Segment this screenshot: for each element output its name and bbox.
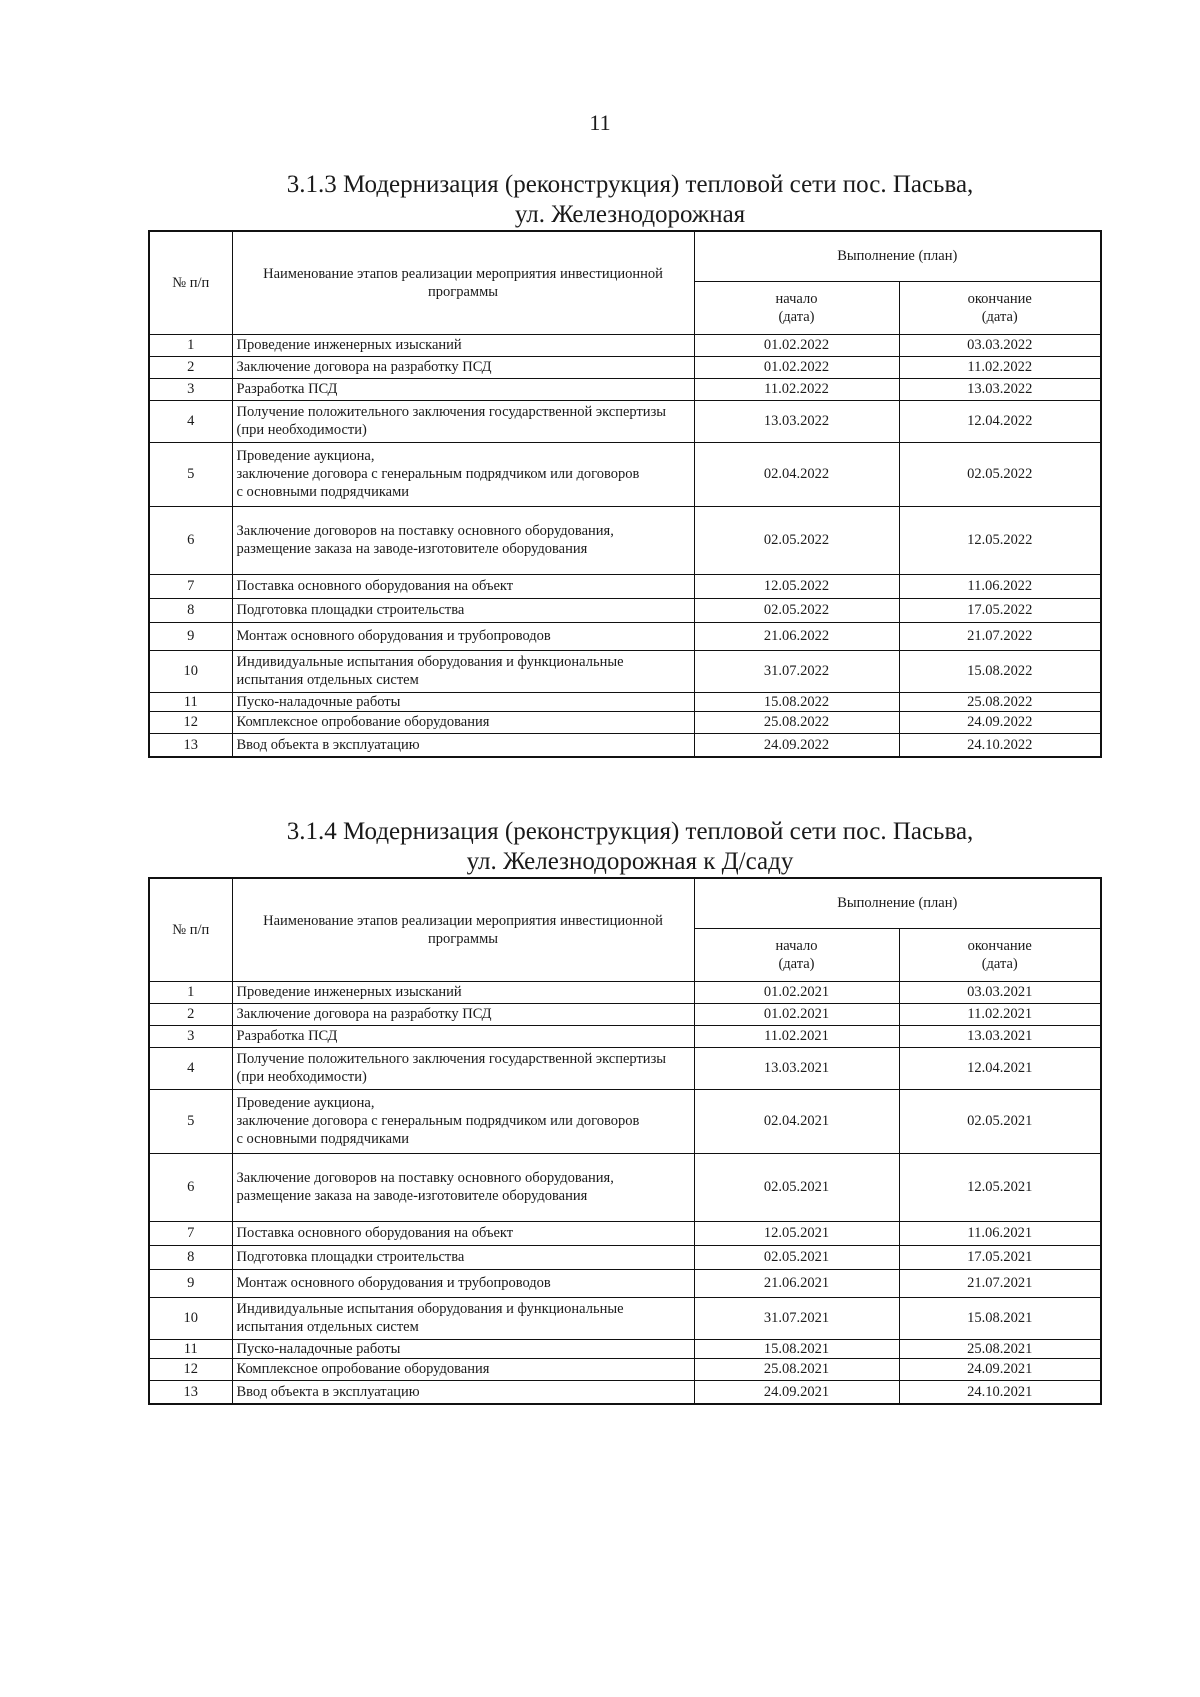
- start-date: 11.02.2021: [694, 1025, 899, 1047]
- stage-name: Заключение договора на разработку ПСД: [232, 1003, 694, 1025]
- section-title: [150, 817, 1110, 877]
- stage-name: Заключение договоров на поставку основного оборудования, размещение заказа на заводе-изготовителе оборудования: [232, 1153, 694, 1221]
- stage-name-line: с основными подрядчиками: [236, 484, 410, 500]
- row-number: 12: [149, 1358, 232, 1380]
- stage-name: Подготовка площадки строительства: [232, 598, 694, 622]
- row-number: 5: [149, 1089, 232, 1153]
- start-date: 21.06.2022: [694, 622, 899, 650]
- end-date: 11.06.2022: [899, 574, 1101, 598]
- start-date: 31.07.2021: [694, 1297, 899, 1339]
- end-date: 24.10.2021: [899, 1380, 1101, 1404]
- table-row: [149, 1339, 1101, 1358]
- header-start-date: [694, 281, 899, 334]
- end-date: 12.05.2021: [899, 1153, 1101, 1221]
- stage-name: Ввод объекта в эксплуатацию: [232, 1380, 694, 1404]
- end-date: 12.05.2022: [899, 506, 1101, 574]
- stage-name: Заключение договора на разработку ПСД: [232, 356, 694, 378]
- start-date: 31.07.2022: [694, 650, 899, 692]
- start-date: 01.02.2021: [694, 981, 899, 1003]
- end-date: 12.04.2021: [899, 1047, 1101, 1089]
- end-date: 12.04.2022: [899, 400, 1101, 442]
- table-row: [149, 1025, 1101, 1047]
- stage-name: Комплексное опробование оборудования: [232, 1358, 694, 1380]
- stage-name: Пуско-наладочные работы: [232, 692, 694, 711]
- header-start-date: [694, 928, 899, 981]
- stage-name: Получение положительного заключения государственной экспертизы (при необходимости): [232, 1047, 694, 1089]
- header-start-date-unit: (дата): [778, 955, 815, 972]
- stage-name-line: Проведение аукциона,: [236, 1095, 375, 1111]
- stage-name: Проведение инженерных изысканий: [232, 334, 694, 356]
- header-end-date-label: окончание: [967, 937, 1032, 954]
- stage-name: Получение положительного заключения государственной экспертизы (при необходимости): [232, 400, 694, 442]
- stage-name: Ввод объекта в эксплуатацию: [232, 733, 694, 757]
- row-number: 13: [149, 733, 232, 757]
- stage-name: Поставка основного оборудования на объект: [232, 574, 694, 598]
- row-number: 3: [149, 378, 232, 400]
- table-row: [149, 1153, 1101, 1221]
- header-number: № п/п: [149, 231, 232, 334]
- table-row: [149, 1047, 1101, 1089]
- end-date: 11.02.2022: [899, 356, 1101, 378]
- row-number: 8: [149, 598, 232, 622]
- header-number: № п/п: [149, 878, 232, 981]
- row-number: 10: [149, 650, 232, 692]
- row-number: 6: [149, 1153, 232, 1221]
- stage-name: Поставка основного оборудования на объект: [232, 1221, 694, 1245]
- row-number: 4: [149, 400, 232, 442]
- row-number: 10: [149, 1297, 232, 1339]
- table-row: [149, 1380, 1101, 1404]
- stage-name: Разработка ПСД: [232, 1025, 694, 1047]
- start-date: 02.05.2021: [694, 1153, 899, 1221]
- header-execution-plan: Выполнение (план): [694, 231, 1101, 281]
- section-title-line2: ул. Железнодорожная к Д/саду: [466, 848, 794, 875]
- table-row: [149, 1269, 1101, 1297]
- row-number: 4: [149, 1047, 232, 1089]
- end-date: 25.08.2022: [899, 692, 1101, 711]
- end-date: 17.05.2021: [899, 1245, 1101, 1269]
- section-title: [150, 170, 1110, 230]
- table-row: [149, 1297, 1101, 1339]
- start-date: 12.05.2021: [694, 1221, 899, 1245]
- header-stage-name: Наименование этапов реализации мероприятия инвестиционной программы: [232, 231, 694, 334]
- end-date: 03.03.2022: [899, 334, 1101, 356]
- table-row: [149, 598, 1101, 622]
- end-date: 02.05.2022: [899, 442, 1101, 506]
- start-date: 01.02.2022: [694, 334, 899, 356]
- start-date: 11.02.2022: [694, 378, 899, 400]
- row-number: 1: [149, 981, 232, 1003]
- header-start-date-label: начало: [775, 290, 818, 307]
- table-row: [149, 1089, 1101, 1153]
- section-title-line1: 3.1.3 Модернизация (реконструкция) тепловой сети пос. Пасьва,: [286, 171, 974, 198]
- table-row: [149, 622, 1101, 650]
- stage-name: [232, 1089, 694, 1153]
- start-date: 02.05.2022: [694, 506, 899, 574]
- table-row: [149, 442, 1101, 506]
- table-row: [149, 733, 1101, 757]
- stage-name: Проведение инженерных изысканий: [232, 981, 694, 1003]
- stage-name-line: Проведение аукциона,: [236, 448, 375, 464]
- row-number: 11: [149, 692, 232, 711]
- header-end-date: [899, 928, 1101, 981]
- row-number: 7: [149, 1221, 232, 1245]
- start-date: 21.06.2021: [694, 1269, 899, 1297]
- header-end-date: [899, 281, 1101, 334]
- end-date: 13.03.2021: [899, 1025, 1101, 1047]
- row-number: 9: [149, 622, 232, 650]
- table-row: [149, 378, 1101, 400]
- header-stage-name: Наименование этапов реализации мероприятия инвестиционной программы: [232, 878, 694, 981]
- schedule-table: [148, 877, 1102, 1405]
- table-row: [149, 356, 1101, 378]
- table-row: [149, 650, 1101, 692]
- start-date: 02.05.2022: [694, 598, 899, 622]
- row-number: 11: [149, 1339, 232, 1358]
- end-date: 21.07.2022: [899, 622, 1101, 650]
- end-date: 15.08.2022: [899, 650, 1101, 692]
- stage-name: Монтаж основного оборудования и трубопроводов: [232, 622, 694, 650]
- end-date: 11.06.2021: [899, 1221, 1101, 1245]
- end-date: 03.03.2021: [899, 981, 1101, 1003]
- header-end-date-unit: (дата): [981, 955, 1018, 972]
- table-row: [149, 1221, 1101, 1245]
- table-row: [149, 1245, 1101, 1269]
- end-date: 24.09.2021: [899, 1358, 1101, 1380]
- row-number: 1: [149, 334, 232, 356]
- start-date: 02.05.2021: [694, 1245, 899, 1269]
- table-row: [149, 1358, 1101, 1380]
- stage-name: Монтаж основного оборудования и трубопроводов: [232, 1269, 694, 1297]
- start-date: 13.03.2022: [694, 400, 899, 442]
- end-date: 25.08.2021: [899, 1339, 1101, 1358]
- stage-name: Подготовка площадки строительства: [232, 1245, 694, 1269]
- start-date: 15.08.2022: [694, 692, 899, 711]
- start-date: 13.03.2021: [694, 1047, 899, 1089]
- end-date: 15.08.2021: [899, 1297, 1101, 1339]
- row-number: 9: [149, 1269, 232, 1297]
- start-date: 25.08.2022: [694, 711, 899, 733]
- start-date: 24.09.2022: [694, 733, 899, 757]
- end-date: 24.09.2022: [899, 711, 1101, 733]
- stage-name-line: заключение договора с генеральным подрядчиком или договоров: [236, 466, 640, 482]
- start-date: 12.05.2022: [694, 574, 899, 598]
- end-date: 11.02.2021: [899, 1003, 1101, 1025]
- schedule-table: [148, 230, 1102, 758]
- section-title-line1: 3.1.4 Модернизация (реконструкция) тепловой сети пос. Пасьва,: [286, 818, 974, 845]
- start-date: 02.04.2021: [694, 1089, 899, 1153]
- stage-name: Индивидуальные испытания оборудования и функциональные испытания отдельных систем: [232, 1297, 694, 1339]
- header-end-date-unit: (дата): [981, 308, 1018, 325]
- stage-name-line: с основными подрядчиками: [236, 1131, 410, 1147]
- start-date: 01.02.2021: [694, 1003, 899, 1025]
- table-row: [149, 692, 1101, 711]
- stage-name: Индивидуальные испытания оборудования и функциональные испытания отдельных систем: [232, 650, 694, 692]
- row-number: 3: [149, 1025, 232, 1047]
- stage-name: Разработка ПСД: [232, 378, 694, 400]
- start-date: 24.09.2021: [694, 1380, 899, 1404]
- table-row: [149, 981, 1101, 1003]
- stage-name: Пуско-наладочные работы: [232, 1339, 694, 1358]
- end-date: 02.05.2021: [899, 1089, 1101, 1153]
- table-row: [149, 506, 1101, 574]
- row-number: 12: [149, 711, 232, 733]
- row-number: 2: [149, 1003, 232, 1025]
- section-title-line2: ул. Железнодорожная: [514, 201, 746, 228]
- row-number: 13: [149, 1380, 232, 1404]
- start-date: 01.02.2022: [694, 356, 899, 378]
- table-row: [149, 334, 1101, 356]
- end-date: 17.05.2022: [899, 598, 1101, 622]
- header-execution-plan: Выполнение (план): [694, 878, 1101, 928]
- table-row: [149, 574, 1101, 598]
- row-number: 7: [149, 574, 232, 598]
- header-end-date-label: окончание: [967, 290, 1032, 307]
- row-number: 6: [149, 506, 232, 574]
- header-start-date-unit: (дата): [778, 308, 815, 325]
- end-date: 13.03.2022: [899, 378, 1101, 400]
- start-date: 25.08.2021: [694, 1358, 899, 1380]
- stage-name-line: заключение договора с генеральным подрядчиком или договоров: [236, 1113, 640, 1129]
- end-date: 24.10.2022: [899, 733, 1101, 757]
- end-date: 21.07.2021: [899, 1269, 1101, 1297]
- start-date: 02.04.2022: [694, 442, 899, 506]
- table-row: [149, 400, 1101, 442]
- table-row: [149, 1003, 1101, 1025]
- header-start-date-label: начало: [775, 937, 818, 954]
- start-date: 15.08.2021: [694, 1339, 899, 1358]
- row-number: 5: [149, 442, 232, 506]
- page-number: 11: [589, 110, 611, 135]
- stage-name: Заключение договоров на поставку основного оборудования, размещение заказа на заводе-изготовителе оборудования: [232, 506, 694, 574]
- row-number: 8: [149, 1245, 232, 1269]
- row-number: 2: [149, 356, 232, 378]
- stage-name: Комплексное опробование оборудования: [232, 711, 694, 733]
- table-row: [149, 711, 1101, 733]
- stage-name: [232, 442, 694, 506]
